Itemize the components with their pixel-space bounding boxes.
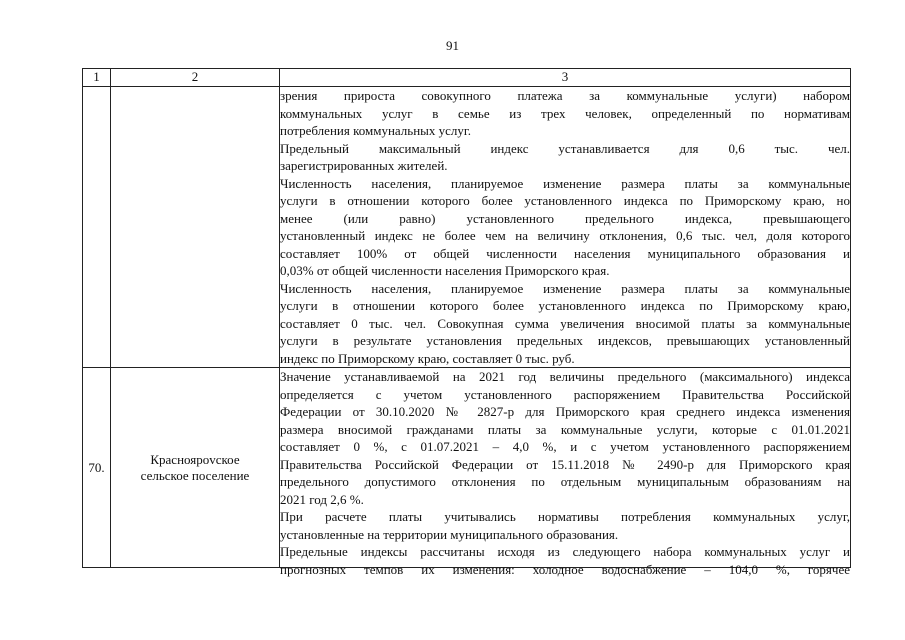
text-line: Численность населения, планируемое изменение размера платы за коммунальные [280, 280, 850, 296]
tariff-table [82, 68, 851, 577]
text-line: индекс по Приморскому краю, составляет 0 тыс. руб. [280, 350, 575, 366]
text-line: размера вносимой гражданами платы за коммунальные услуги, которые с 01.01.2021 [280, 421, 850, 437]
text-line: прогнозных темпов их изменения: холодное водоснабжение – 104,0 %, горячее [280, 561, 850, 577]
text-line: составляет 100% от общей численности населения муниципального образования и [280, 245, 850, 261]
description-cell [280, 87, 851, 368]
text-line: коммунальных услуг в семье из трех человек, определенный по нормативам [280, 105, 850, 121]
text-line: составляет 0 %, с 01.07.2021 – 4,0 %, и с учетом установленного распоряжением [280, 439, 850, 454]
text-line: установленные на территории муниципального образования. [280, 526, 619, 542]
text-line: При расчете платы учитывались нормативы потребления коммунальных услуг, [280, 509, 850, 524]
text-line: Значение устанавливаемой на 2021 год величины предельного (максимального) индекса [280, 369, 850, 384]
municipality-name-line-2: сельское поселение [140, 467, 250, 483]
text-line: услуги в результате установления предельных индексов, превышающих установленный [280, 333, 850, 348]
text-line: определяется с учетом установленного распоряжением Правительства Российской [280, 386, 850, 402]
header-col-1: 1 [83, 69, 111, 87]
text-line: Предельные индексы рассчитаны исходя из следующего набора коммунальных услуг и [280, 544, 850, 559]
text-line: 2021 год 2,6 %. [280, 491, 364, 507]
text-line: Предельный максимальный индекс устанавливается для 0,6 тыс. чел. [280, 140, 850, 156]
text-line: услуги в отношении которого более установленного индекса по Приморскому краю, [280, 298, 850, 313]
table-row-70 [83, 368, 851, 568]
text-line: услуги в отношении которого более установленного индекса по Приморскому краю, но [280, 193, 850, 208]
description-text-clip [280, 368, 850, 577]
text-line: Правительства Российской Федерации от 15.11.2018 № 2490-р для Приморского края [280, 456, 850, 472]
table-header-row [83, 69, 851, 87]
text-line: предельного допустимого отклонения по отдельным муниципальным образованиям на [280, 474, 850, 489]
municipality-cell [111, 368, 280, 568]
text-line: Федерации от 30.10.2020 № 2827-р для Приморского края среднего индекса изменения [280, 404, 850, 419]
text-line: составляет 0 тыс. чел. Совокупная сумма увеличения вносимой платы за коммунальные [280, 315, 850, 331]
page-number: 91 [446, 38, 459, 53]
header-col-2: 2 [111, 69, 280, 87]
header-col-3: 3 [280, 69, 851, 87]
description-cell [280, 368, 851, 577]
text-line: зарегистрированных жителей. [280, 158, 448, 173]
table-row-continued [83, 87, 851, 368]
text-line: Численность населения, планируемое изменение размера платы за коммунальные [280, 175, 850, 191]
text-line: установленный индекс не более чем на величину отклонения, 0,6 тыс. чел, доля которого [280, 228, 850, 243]
text-line: 0,03% от общей численности населения Приморского края. [280, 263, 610, 278]
text-line: зрения прироста совокупного платежа за коммунальные услуги) набором [280, 88, 850, 103]
row-number-cell: 70. [83, 368, 111, 568]
text-line: потребления коммунальных услуг. [280, 123, 472, 138]
row-number-cell [83, 87, 111, 368]
municipality-name-line-1: Красноярovское [150, 451, 240, 467]
municipality-cell [111, 87, 280, 368]
text-line: менее (или равно) установленного предельного индекса, превышающего [280, 210, 850, 226]
